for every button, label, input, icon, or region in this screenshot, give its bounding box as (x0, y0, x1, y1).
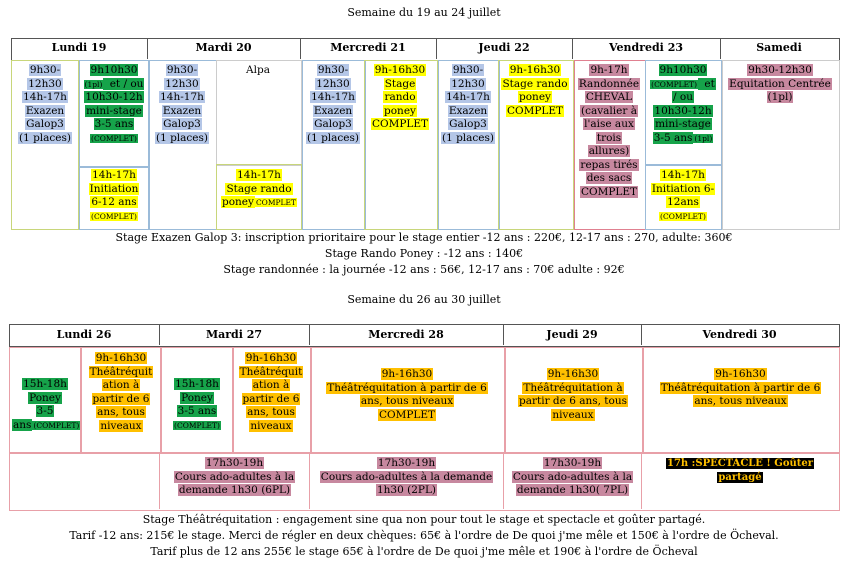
mercredi28-cours-block: 17h30-19h Cours ado-adultes à la demande 1h30 (2PL) (320, 457, 493, 496)
jeudi22-rando-block: 9h-16h30 Stage rando poney COMPLET (502, 64, 568, 117)
note-theatrequitation-engagement: Stage Théâtréquitation : engagement sine qua non pour tout le stage et spectacle et goûter partagé. (142, 513, 706, 526)
note-tarif-plus-12: Tarif plus de 12 ans 255€ le stage 65€ à l'ordre de De quoi j'me mêle et 190€ à l'ordre de Öcheval (150, 545, 698, 558)
day-header-jeudi29: Jeudi 29 (546, 328, 598, 341)
jeudi22-exazen-block: 9h30- 12h30 14h-17h Exazen Galop3 (1 places) (441, 64, 495, 144)
vendredi30-spectacle-block: 17h :SPECTACLE ! Goûter partagé (666, 458, 814, 483)
lundi19-exazen-block: 9h30- 12h30 14h-17h Exazen Galop3 (1 places) (18, 64, 72, 144)
samedi-equitation-block: 9h30-12h30 Equitation Centrée (1pl) (729, 64, 831, 103)
week1-title: Semaine du 19 au 24 juillet (347, 6, 501, 19)
mardi20-exazen-block: 9h30- 12h30 14h-17h Exazen Galop3 (1 places) (155, 64, 209, 144)
mardi20-alpa: Alpa (246, 64, 270, 76)
vendredi23-randonnee-block: 9h-17h Randonnée CHEVAL (cavalier à l'aise aux trois allures) repas tirés des sacs COMPLET (578, 64, 640, 198)
day-header-vendredi23: Vendredi 23 (608, 41, 683, 54)
note-exazen-pricing: Stage Exazen Galop 3: inscription prioritaire pour le stage entier -12 ans : 220€, 12-17 ans : 270, adulte: 360€ (115, 231, 733, 244)
week2-title: Semaine du 26 au 30 juillet (347, 293, 501, 306)
day-header-vendredi30: Vendredi 30 (702, 328, 777, 341)
day-header-samedi: Samedi (756, 41, 802, 54)
lundi26-theatrequitation-block: 9h-16h30 Théâtréquit ation à partir de 6 ans, tous niveaux (89, 352, 153, 432)
day-header-jeudi22: Jeudi 22 (478, 41, 530, 54)
note-tarif-moins-12: Tarif -12 ans: 215€ le stage. Merci de régler en deux chèques: 65€ à l'ordre de De quoi j'me mêle et 150€ à l'ordre de Öcheval. (69, 529, 779, 542)
day-header-mercredi28: Mercredi 28 (368, 328, 444, 341)
lundi26-poney-block: 15h-18h Poney 3-5 ans (COMPLET) (13, 378, 80, 431)
mardi27-theatrequitation-block: 9h-16h30 Théâtréquit ation à partir de 6 ans, tous niveaux (239, 352, 303, 432)
jeudi29-cours-block: 17h30-19h Cours ado-adultes à la demande 1h30( 7PL) (512, 457, 633, 496)
note-rando-poney-pricing: Stage Rando Poney : -12 ans : 140€ (324, 247, 524, 260)
mercredi28-theatrequitation-block: 9h-16h30 Théâtréquitation à partir de 6 ans, tous niveaux COMPLET (327, 368, 487, 421)
vendredi23-initiation-block: 14h-17h Initiation 6- 12ans (COMPLET) (651, 169, 715, 221)
day-header-mardi20: Mardi 20 (195, 41, 252, 54)
jeudi29-theatrequitation-block: 9h-16h30 Théâtréquitation à partir de 6 ans, tous niveaux (518, 368, 627, 421)
lundi19-ministage-block: 9h10h30 (1pl) et / ou 10h30-12h mini-stage 3-5 ans (COMPLET) (84, 64, 144, 143)
mardi27-cours-block: 17h30-19h Cours ado-adultes à la demande 1h30 (6PL) (174, 457, 295, 496)
mardi27-poney-block: 15h-18h Poney 3-5 ans (COMPLET) (174, 378, 220, 430)
mardi20-rando-block: 14h-17h Stage rando poney COMPLET (221, 169, 297, 208)
note-randonnee-pricing: Stage randonnée : la journée -12 ans : 56€, 12-17 ans : 70€ adulte : 92€ (223, 263, 625, 276)
day-header-mercredi21: Mercredi 21 (330, 41, 406, 54)
vendredi23-ministage-block: 9h10h30 (COMPLET) et / ou 10h30-12h mini-stage 3-5 ans (1pl) (651, 64, 715, 144)
day-header-lundi19: Lundi 19 (51, 41, 107, 54)
day-header-mardi27: Mardi 27 (205, 328, 263, 341)
lundi19-initiation-block: 14h-17h Initiation 6-12 ans (COMPLET) (89, 169, 139, 221)
day-header-lundi26: Lundi 26 (56, 328, 112, 341)
mercredi21-exazen-block: 9h30- 12h30 14h-17h Exazen Galop3 (1 places) (306, 64, 360, 144)
mercredi21-rando-block: 9h-16h30 Stage rando poney COMPLET (371, 64, 429, 130)
vendredi30-theatrequitation-block: 9h-16h30 Théâtréquitation à partir de 6 ans, tous niveaux (660, 368, 821, 407)
